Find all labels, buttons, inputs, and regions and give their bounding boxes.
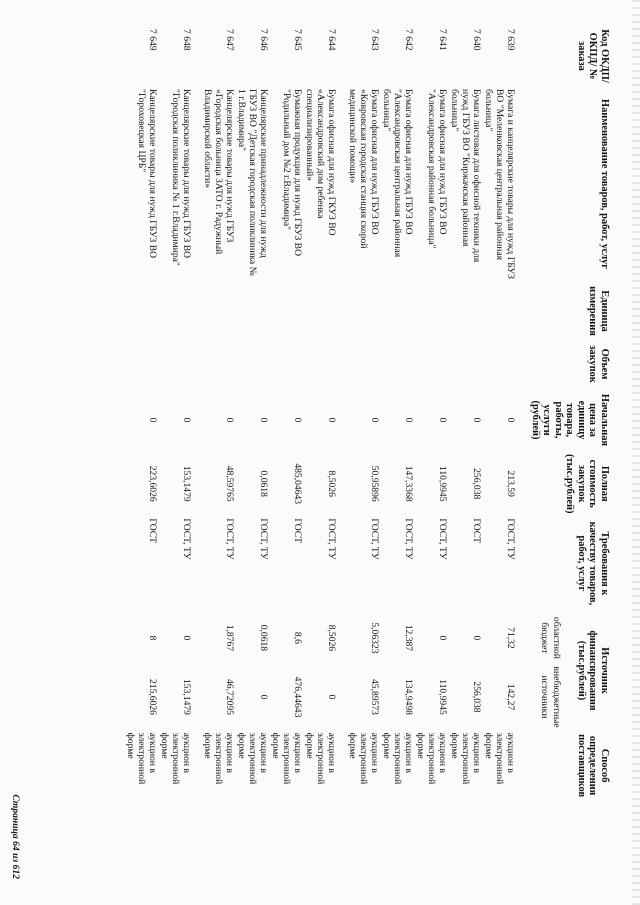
table-row bbox=[271, 26, 305, 802]
cell-funding-extra: 142,27 bbox=[505, 683, 517, 711]
cell-price: 0 bbox=[326, 417, 338, 423]
cell-code: 7 646 bbox=[258, 29, 270, 51]
table-row bbox=[305, 26, 339, 802]
cell-cost: 153,1479 bbox=[181, 465, 193, 502]
cell-funding-regional: 71,32 bbox=[505, 627, 517, 649]
cell-unit bbox=[416, 282, 450, 340]
cell-method: аукцион в электронной форме bbox=[415, 732, 449, 785]
cell-name: Бумага офисная для нужд ГКУЗ ВО «Александровский дом ребенка специализированный» bbox=[304, 89, 338, 236]
cell-funding-regional: 5,06323 bbox=[369, 622, 381, 654]
col-funding-header: Источник финансирования (тыс.рублей) bbox=[576, 630, 610, 711]
cell-price: 0 bbox=[437, 417, 449, 423]
cell-quality: ГОСТ, ТУ bbox=[224, 518, 236, 560]
cell-name: Бумага офисная для нужд ГБУЗ ВО "Александровская районная больница" bbox=[426, 89, 449, 249]
cell-funding-regional: 8 bbox=[147, 635, 159, 641]
cell-method: аукцион в электронной форме bbox=[125, 732, 159, 785]
cell-name: Бумага офисная для нужд ГБУЗ ВО «Ковровская городская станция скорой медицинской помощи» bbox=[347, 89, 381, 249]
cell-code: 7 647 bbox=[224, 29, 236, 51]
table-row bbox=[450, 26, 484, 802]
cell-funding-regional: 0 bbox=[471, 635, 483, 641]
cell-price: 0 bbox=[369, 417, 381, 423]
cell-price: 0 bbox=[403, 417, 415, 423]
cell-quality: ГОСТ, ТУ bbox=[437, 518, 449, 560]
scan-noise-edge bbox=[632, 0, 640, 905]
cell-funding-extra: 256,038 bbox=[471, 681, 483, 713]
cell-cost: 48,59765 bbox=[224, 465, 236, 502]
cell-cost: 147,3368 bbox=[403, 465, 415, 502]
cell-funding-extra: 110,9945 bbox=[437, 679, 449, 715]
cell-funding-regional: 1,8767 bbox=[224, 624, 236, 652]
cell-volume bbox=[271, 340, 305, 388]
cell-funding-regional: 0,0618 bbox=[258, 624, 270, 652]
col-code-header: Код ОКДП/ ОКПД/ № заказа bbox=[576, 29, 610, 83]
cell-code: 7 644 bbox=[326, 29, 338, 51]
col-method-header: Способ определения поставщиков bbox=[576, 734, 610, 798]
cell-volume bbox=[416, 340, 450, 388]
cell-funding-regional: 8,6 bbox=[292, 631, 304, 644]
table-row bbox=[339, 26, 382, 802]
table-row bbox=[194, 26, 237, 802]
cell-volume bbox=[194, 340, 237, 388]
cell-price: 0 bbox=[181, 417, 193, 423]
cell-code: 7 639 bbox=[505, 29, 517, 51]
cell-funding-extra: 46,72095 bbox=[224, 679, 236, 715]
cell-funding-extra: 476,44643 bbox=[292, 676, 304, 718]
cell-code: 7 642 bbox=[403, 29, 415, 51]
cell-code: 7 640 bbox=[471, 29, 483, 51]
cell-cost: 0,0618 bbox=[258, 470, 270, 497]
cell-price: 0 bbox=[292, 417, 304, 423]
cell-unit bbox=[382, 282, 416, 340]
table-row bbox=[160, 26, 194, 802]
cell-cost: 110,9945 bbox=[437, 465, 449, 502]
col-funding-regional-header: областной бюджет bbox=[539, 616, 562, 659]
cell-code: 7 649 bbox=[147, 29, 159, 51]
cell-funding-extra: 153,1479 bbox=[181, 679, 193, 715]
cell-method: аукцион в электронной форме bbox=[159, 732, 193, 785]
cell-quality: ГОСТ, ТУ bbox=[369, 518, 381, 560]
cell-name: Бумага офисная для нужд ГБУЗ ВО "Александровская центральная районная больница" bbox=[381, 89, 415, 258]
cell-cost: 213,59 bbox=[505, 470, 517, 497]
cell-quality: ГОСТ bbox=[292, 518, 304, 544]
cell-unit bbox=[339, 282, 382, 340]
cell-name: Канцелярские товары для нужд ГБУЗ «Городская больница ЗАТО г. Радужный Владимирской области» bbox=[202, 89, 236, 255]
page-footer: Страница 64 из 612 bbox=[10, 794, 21, 879]
cell-volume bbox=[382, 340, 416, 388]
cell-quality: ГОСТ, ТУ bbox=[258, 518, 270, 560]
cell-funding-regional: 0 bbox=[437, 635, 449, 641]
col-funding-extra-header: внебюджетные источники bbox=[539, 666, 562, 728]
cell-code: 7 648 bbox=[181, 29, 193, 51]
col-cost-header: Полная стоимость закупок (тыс.рублей) bbox=[564, 454, 610, 514]
cell-price: 0 bbox=[224, 417, 236, 423]
cell-code: 7 643 bbox=[369, 29, 381, 51]
cell-quality: ГОСТ, ТУ bbox=[403, 518, 415, 560]
cell-unit bbox=[305, 282, 339, 340]
cell-cost: 485,04643 bbox=[292, 463, 304, 505]
cell-volume bbox=[305, 340, 339, 388]
cell-funding-extra: 134,9498 bbox=[403, 679, 415, 715]
cell-method: аукцион в электронной форме bbox=[270, 732, 304, 785]
cell-method: аукцион в электронной форме bbox=[381, 732, 415, 785]
cell-name: Канцелярские принадлежности для нужд ГБУЗ ВО "Детская городская поликлиника № 1 г.Владимира" bbox=[236, 89, 270, 276]
cell-method: аукцион в электронной форме bbox=[236, 732, 270, 785]
col-price-header: Начальная цена за единицу товара, работы, услуги (рублей) bbox=[530, 393, 610, 447]
table-row bbox=[126, 26, 160, 802]
cell-funding-regional: 0 bbox=[181, 635, 193, 641]
cell-volume bbox=[237, 340, 271, 388]
cell-quality: ГОСТ, ТУ bbox=[505, 518, 517, 560]
cell-volume bbox=[450, 340, 484, 388]
cell-cost: 50,95896 bbox=[369, 465, 381, 502]
cell-method: аукцион в электронной форме bbox=[449, 732, 483, 785]
cell-volume bbox=[339, 340, 382, 388]
cell-method: аукцион в электронной форме bbox=[347, 732, 381, 785]
col-quality-header: Требования к качеству товаров, работ, услуг bbox=[576, 521, 610, 606]
cell-quality: ГОСТ, ТУ bbox=[326, 518, 338, 560]
cell-price: 0 bbox=[147, 417, 159, 423]
cell-name: Бумага листовая для офисной техники для нужд ГБУЗ ВО "Киржачская районная больница" bbox=[449, 89, 483, 263]
table-row bbox=[382, 26, 416, 802]
cell-name: Бумажная продукция для нужд ГБУЗ ВО "Родильный дом №2 г.Владимира" bbox=[281, 89, 304, 257]
cell-code: 7 641 bbox=[437, 29, 449, 51]
cell-volume bbox=[484, 340, 518, 388]
procurement-table bbox=[126, 26, 611, 802]
cell-unit bbox=[484, 282, 518, 340]
table-row bbox=[484, 26, 518, 802]
cell-method: аукцион в электронной форме bbox=[483, 732, 517, 785]
cell-cost: 8,5026 bbox=[326, 470, 338, 497]
cell-funding-regional: 8,5026 bbox=[326, 624, 338, 652]
cell-funding-extra: 215,6026 bbox=[147, 679, 159, 715]
col-name-header: Наименование товаров, работ, услуг bbox=[599, 99, 610, 269]
cell-method: аукцион в электронной форме bbox=[202, 732, 236, 785]
cell-code: 7 645 bbox=[292, 29, 304, 51]
cell-unit bbox=[160, 282, 194, 340]
cell-unit bbox=[126, 282, 160, 340]
header-row bbox=[562, 26, 610, 802]
col-unit-header: Единица измерения bbox=[587, 286, 610, 336]
cell-name: Канцелярские товары для нужд ГБУЗ ВО "Гороховецкая ЦРБ" bbox=[136, 89, 159, 259]
cell-funding-extra: 45,89573 bbox=[369, 679, 381, 715]
cell-name: Бумага и канцелярские товары для нужд ГБУЗ ВО "Меленковская центральная районная больница" bbox=[483, 89, 517, 279]
cell-quality: ГОСТ, ТУ bbox=[181, 518, 193, 560]
cell-unit bbox=[194, 282, 237, 340]
cell-unit bbox=[450, 282, 484, 340]
cell-quality: ГОСТ bbox=[471, 518, 483, 544]
cell-volume bbox=[126, 340, 160, 388]
cell-funding-extra: 0 bbox=[326, 694, 338, 700]
cell-quality: ГОСТ bbox=[147, 518, 159, 544]
table-row bbox=[237, 26, 271, 802]
cell-unit bbox=[271, 282, 305, 340]
cell-cost: 256,038 bbox=[471, 468, 483, 500]
cell-funding-regional: 12,387 bbox=[403, 624, 415, 652]
cell-funding-extra: 0 bbox=[258, 694, 270, 700]
cell-price: 0 bbox=[505, 417, 517, 423]
table-row bbox=[416, 26, 450, 802]
cell-price: 0 bbox=[258, 417, 270, 423]
cell-method: аукцион в электронной форме bbox=[304, 732, 338, 785]
cell-cost: 223,6026 bbox=[147, 465, 159, 502]
cell-unit bbox=[237, 282, 271, 340]
cell-name: Канцелярские товары для нужд ГБУЗ ВО "Городская поликлиника № 1 г.Владимира" bbox=[170, 89, 193, 266]
cell-price: 0 bbox=[471, 417, 483, 423]
cell-volume bbox=[160, 340, 194, 388]
col-volume-header: Объем закупок bbox=[587, 345, 610, 383]
